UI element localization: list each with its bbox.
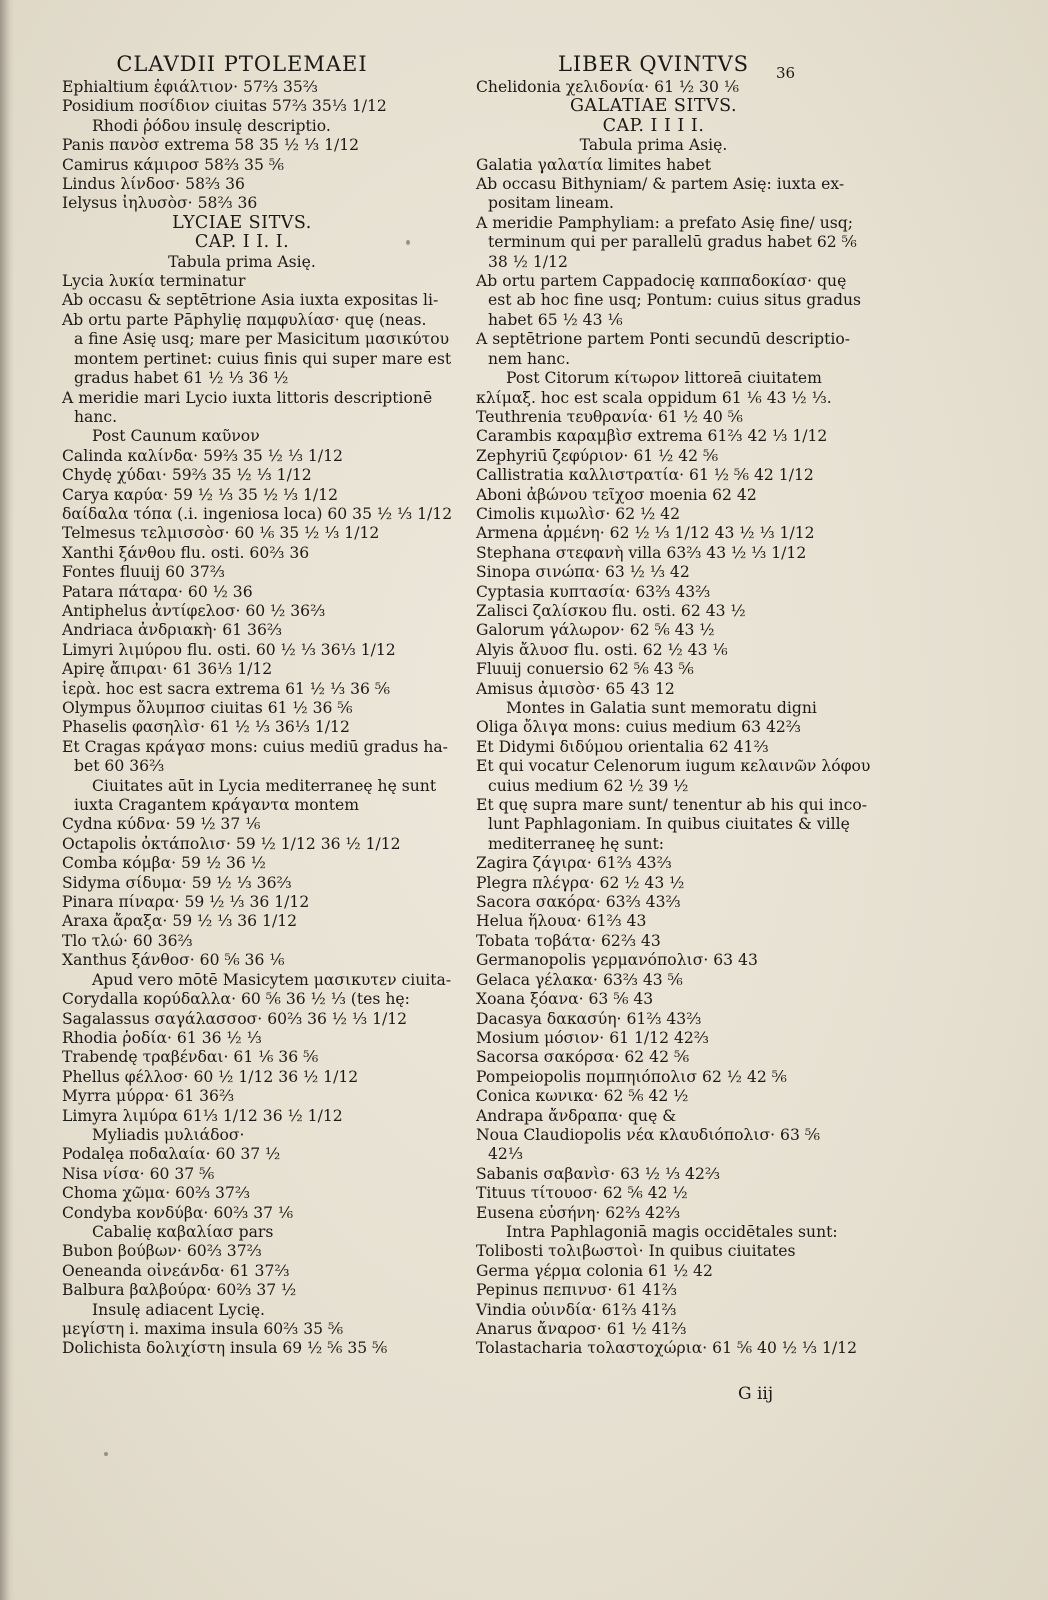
text-line: Zephyriū ζεφύριον· 61 ½ 42 ⅚: [476, 446, 719, 465]
text-line: Tolibosti τολιβωστοὶ· In quibus ciuitates: [476, 1242, 796, 1261]
text-line: Tituus τίτουοσ· 62 ⅚ 42 ½: [476, 1184, 688, 1203]
text-line: Ab occasu & septētrione Asia iuxta expositas li-: [62, 291, 439, 310]
text-line: montem pertinet: cuius finis qui super mare est: [74, 349, 452, 368]
text-line: mediterraneę hę sunt:: [488, 834, 664, 853]
text-line: Xanthi ξάνθου flu. osti. 60⅔ 36: [62, 543, 310, 562]
text-line: Conica κωνικα· 62 ⅚ 42 ½: [476, 1087, 689, 1106]
text-line: Patara πάταρα· 60 ½ 36: [62, 582, 253, 601]
text-line: Araxa ἄραξα· 59 ½ ⅓ 36 1/12: [62, 912, 298, 931]
text-line: Myliadis μυλιάδοσ·: [92, 1125, 245, 1144]
text-line: Lindus λίνδοσ· 58⅔ 36: [62, 175, 245, 194]
text-line: Octapolis ὀκτάπολισ· 59 ½ 1/12 36 ½ 1/12: [62, 834, 401, 853]
text-line: Callistratia καλλιστρατία· 61 ½ ⅚ 42 1/12: [476, 466, 814, 485]
text-line: Sabanis σαβανὶσ· 63 ½ ⅓ 42⅔: [476, 1164, 721, 1183]
text-line: 38 ½ 1/12: [488, 252, 568, 271]
text-line: Rhodi ῥόδου insulę descriptio.: [92, 116, 331, 135]
text-line: Sacorsa σακόρσα· 62 42 ⅚: [476, 1048, 690, 1067]
text-line: A septētrione partem Ponti secundū descriptio-: [476, 330, 851, 349]
text-line: Panis πανὸσ extrema 58 35 ½ ⅓ 1/12: [62, 136, 360, 155]
text-line: Corydalla κορύδαλλα· 60 ⅚ 36 ½ ⅓ (tes hę:: [62, 990, 410, 1009]
text-line: Pepinus πεπινυσ· 61 41⅔: [476, 1281, 677, 1300]
right-column: [476, 50, 871, 1359]
text-line: Montes in Galatia sunt memoratu digni: [506, 699, 817, 717]
text-line: Stephana στεφανὴ villa 63⅔ 43 ½ ⅓ 1/12: [476, 543, 807, 562]
text-line: Antiphelus ἀντίφελοσ· 60 ½ 36⅔: [62, 601, 326, 620]
text-line: a fine Asię usq; mare per Masicitum μασικύτου: [74, 330, 450, 349]
text-line: Intra Paphlagoniā magis occidētales sunt:: [506, 1222, 838, 1241]
text-line: Ab ortu partem Cappadocię καππαδοκίασ· quę: [476, 272, 847, 291]
text-line: Xanthus ξάνθοσ· 60 ⅚ 36 ⅙: [62, 951, 285, 970]
text-line: Ephialtium ἐφιάλτιον· 57⅔ 35⅔: [62, 78, 318, 96]
text-line: Dacasya δακασύη· 61⅔ 43⅔: [476, 1009, 702, 1028]
text-line: ἱερὰ. hoc est sacra extrema 61 ½ ⅓ 36 ⅚: [62, 679, 390, 698]
running-head-left: CLAVDII PTOLEMAEI: [116, 52, 368, 76]
left-text-block: [62, 78, 453, 1359]
text-line: Insulę adiacent Lycię.: [92, 1300, 266, 1319]
text-line: gradus habet 61 ½ ⅓ 36 ½: [74, 369, 289, 388]
text-line: Teuthrenia τευθρανία· 61 ½ 40 ⅚: [476, 407, 743, 426]
text-line: Germanopolis γερμανόπολισ· 63 43: [476, 951, 758, 970]
text-line: est ab hoc fine usq; Pontum: cuius situs gradus: [488, 291, 862, 310]
text-line: Gelaca γέλακα· 63⅔ 43 ⅚: [476, 970, 683, 989]
text-line: Andrapa ἄνδραπα· quę &: [476, 1106, 677, 1125]
text-line: positam lineam.: [488, 194, 614, 213]
text-line: Fluuij conuersio 62 ⅚ 43 ⅚: [476, 660, 694, 679]
text-line: Noua Claudiopolis νέα κλαυδιόπολισ· 63 ⅚: [476, 1125, 820, 1144]
text-line: Chelidonia χελιδονία· 61 ½ 30 ⅙: [476, 78, 739, 96]
text-line: Limyri λιμύρου flu. osti. 60 ½ ⅓ 36⅓ 1/12: [62, 640, 396, 659]
text-line: CAP. I I. I.: [194, 232, 290, 253]
text-line: Galorum γάλωρον· 62 ⅚ 43 ½: [476, 621, 715, 640]
text-line: Xoana ξόανα· 63 ⅚ 43: [476, 990, 654, 1009]
signature-mark: G iij: [738, 1384, 774, 1404]
folio-number: 36: [776, 64, 796, 82]
text-line: Podalęa ποδαλαία· 60 37 ½: [62, 1145, 281, 1164]
text-line: nem hanc.: [488, 349, 571, 368]
text-line: Dolichista δολιχίστη insula 69 ½ ⅚ 35 ⅚: [62, 1339, 388, 1358]
text-line: cuius medium 62 ½ 39 ½: [488, 776, 689, 795]
text-line: Tolastacharia τολαστοχώρια· 61 ⅚ 40 ½ ⅓ 1/12: [476, 1339, 858, 1358]
text-line: Post Citorum κίτωρον littoreā ciuitatem: [506, 369, 822, 388]
right-text-block: [476, 78, 871, 1359]
text-line: Sidyma σίδυμα· 59 ½ ⅓ 36⅔: [62, 873, 292, 892]
text-line: 42⅓: [488, 1145, 523, 1164]
text-line: Tlo τλώ· 60 36⅔: [62, 931, 193, 950]
text-line: Apirę ἄπιραι· 61 36⅓ 1/12: [62, 660, 273, 679]
text-line: Carya καρύα· 59 ½ ⅓ 35 ½ ⅓ 1/12: [62, 485, 339, 504]
text-line: Myrra μύρρα· 61 36⅔: [62, 1087, 235, 1106]
text-line: Sacora σακόρα· 63⅔ 43⅔: [476, 893, 681, 912]
text-line: Oeneanda οἰνεάνδα· 61 37⅔: [62, 1261, 290, 1280]
text-line: Andriaca ἀνδριακὴ· 61 36⅔: [62, 621, 282, 640]
text-line: Armena ἀρμένη· 62 ½ ⅓ 1/12 43 ½ ⅓ 1/12: [476, 524, 815, 543]
text-line: hanc.: [74, 407, 118, 426]
text-line: Plegra πλέγρα· 62 ½ 43 ½: [476, 873, 685, 892]
text-line: Et Cragas κράγασ mons: cuius mediū gradus ha-: [62, 737, 448, 756]
text-line: Cydna κύδνα· 59 ½ 37 ⅙: [62, 815, 261, 834]
text-line: Zagira ζάγιρα· 61⅔ 43⅔: [476, 854, 672, 873]
text-line: κλίμαξ. hoc est scala oppidum 61 ⅙ 43 ½ ⅓.: [476, 388, 832, 407]
text-line: Fontes fluuij 60 37⅔: [62, 563, 225, 582]
text-line: Lycia λυκία terminatur: [62, 272, 246, 291]
text-line: Germa γέρμα colonia 61 ½ 42: [476, 1261, 713, 1280]
text-line: Camirus κάμιροσ 58⅔ 35 ⅚: [62, 155, 284, 174]
text-line: Pompeiopolis πομπηιόπολισ 62 ½ 42 ⅚: [476, 1067, 787, 1086]
text-line: Balbura βαλβούρα· 60⅔ 37 ½: [62, 1281, 297, 1300]
text-line: Limyra λιμύρα 61⅓ 1/12 36 ½ 1/12: [62, 1106, 343, 1125]
text-line: Choma χῶμα· 60⅔ 37⅔: [62, 1184, 251, 1203]
text-line: Et quę supra mare sunt/ tenentur ab his qui inco-: [476, 796, 867, 815]
text-line: A meridie mari Lycio iuxta littoris descriptionē: [62, 388, 433, 407]
ink-spot: [104, 1452, 108, 1456]
text-line: Cabalię καβαλίασ pars: [92, 1222, 274, 1241]
text-line: Phaselis φασηλὶσ· 61 ½ ⅓ 36⅓ 1/12: [62, 718, 350, 737]
text-line: Calinda καλίνδα· 59⅔ 35 ½ ⅓ 1/12: [62, 446, 343, 465]
text-line: Rhodia ῥοδία· 61 36 ½ ⅓: [62, 1028, 262, 1047]
text-line: Anarus ἄναροσ· 61 ½ 41⅔: [476, 1320, 687, 1338]
text-line: Posidium ποσίδιον ciuitas 57⅔ 35⅓ 1/12: [62, 97, 387, 116]
text-line: Oliga ὄλιγα mons: cuius medium 63 42⅔: [476, 718, 801, 737]
text-line: Vindia οὐινδία· 61⅔ 41⅔: [476, 1300, 677, 1319]
text-line: bet 60 36⅔: [74, 757, 165, 776]
text-line: Comba κόμβα· 59 ½ 36 ½: [62, 854, 266, 873]
text-line: terminum qui per parallelū gradus habet 62 ⅚: [488, 233, 857, 252]
text-line: δαίδαλα τόπα (.i. ingeniosa loca) 60 35 ½ ⅓ 1/12: [62, 504, 453, 523]
text-line: GALATIAE SITVS.: [569, 96, 738, 117]
text-line: Galatia γαλατία limites habet: [476, 155, 712, 174]
text-line: Ielysus ἰηλυσὸσ· 58⅔ 36: [62, 194, 258, 213]
left-column: [62, 50, 453, 1359]
text-line: Amisus ἀμισὸσ· 65 43 12: [476, 679, 675, 698]
text-line: Cyptasia κυπτασία· 63⅔ 43⅔: [476, 582, 711, 601]
text-line: Phellus φέλλοσ· 60 ½ 1/12 36 ½ 1/12: [62, 1067, 359, 1086]
text-line: Carambis καραμβὶσ extrema 61⅔ 42 ⅓ 1/12: [476, 427, 828, 446]
text-line: Olympus ὄλυμποσ ciuitas 61 ½ 36 ⅚: [62, 699, 353, 717]
text-line: Eusena εὐσήνη· 62⅔ 42⅔: [476, 1203, 681, 1222]
text-line: Tobata τοβάτα· 62⅔ 43: [476, 931, 661, 950]
text-line: LYCIAE SITVS.: [172, 212, 312, 233]
book-gutter: [0, 0, 14, 1600]
text-line: iuxta Cragantem κράγαντα montem: [74, 796, 359, 815]
text-line: Chydę χύδαι· 59⅔ 35 ½ ⅓ 1/12: [62, 466, 312, 485]
text-line: lunt Paphlagoniam. In quibus ciuitates & villę: [488, 815, 850, 834]
text-line: Nisa νίσα· 60 37 ⅚: [62, 1164, 215, 1183]
text-line: Tabula prima Asię.: [579, 136, 728, 155]
text-line: Sagalassus σαγάλασσοσ· 60⅔ 36 ½ ⅓ 1/12: [62, 1009, 408, 1028]
text-line: Trabendę τραβένδαι· 61 ⅙ 36 ⅚: [62, 1048, 319, 1067]
text-line: Pinara πίναρα· 59 ½ ⅓ 36 1/12: [62, 893, 310, 912]
text-line: Aboni ἀβώνου τεῖχοσ moenia 62 42: [476, 485, 757, 504]
ink-spot: [406, 240, 410, 245]
text-line: Zalisci ζαλίσκου flu. osti. 62 43 ½: [476, 601, 746, 620]
running-head-right: LIBER QVINTVS: [557, 52, 750, 76]
text-line: Tabula prima Asię.: [168, 252, 316, 271]
text-line: CAP. I I I I.: [602, 115, 705, 136]
text-line: Apud vero mōtē Masicytem μασικυτεν ciuita-: [92, 970, 452, 989]
text-line: Bubon βούβων· 60⅔ 37⅔: [62, 1242, 262, 1261]
text-line: A meridie Pamphyliam: a prefato Asię fine/ usq;: [476, 213, 854, 232]
text-line: Post Caunum καῦνον: [92, 427, 260, 446]
text-line: Alyis ἄλυοσ flu. osti. 62 ½ 43 ⅙: [476, 640, 728, 659]
text-line: Ab occasu Bithyniam/ & partem Asię: iuxta ex-: [476, 175, 845, 194]
text-line: Ab ortu parte Pāphylię παμφυλίασ· quę (neas.: [62, 310, 427, 329]
text-line: Ciuitates aūt in Lycia mediterraneę hę sunt: [92, 776, 437, 795]
text-line: Sinopa σινώπα· 63 ½ ⅓ 42: [476, 563, 690, 582]
text-line: Helua ἥλουα· 61⅔ 43: [476, 912, 647, 931]
text-line: Mosium μόσιον· 61 1/12 42⅔: [476, 1028, 709, 1047]
text-line: μεγίστη i. maxima insula 60⅔ 35 ⅚: [62, 1320, 344, 1338]
text-line: Et Didymi διδύμου orientalia 62 41⅔: [476, 737, 769, 756]
text-line: Et qui vocatur Celenorum iugum κελαινῶν λόφου: [476, 757, 871, 776]
text-line: Cimolis κιμωλὶσ· 62 ½ 42: [476, 504, 681, 523]
text-line: habet 65 ½ 43 ⅙: [488, 310, 623, 329]
text-line: Telmesus τελμισσὸσ· 60 ⅙ 35 ½ ⅓ 1/12: [62, 524, 380, 543]
text-line: Condyba κονδύβα· 60⅔ 37 ⅙: [62, 1203, 294, 1222]
